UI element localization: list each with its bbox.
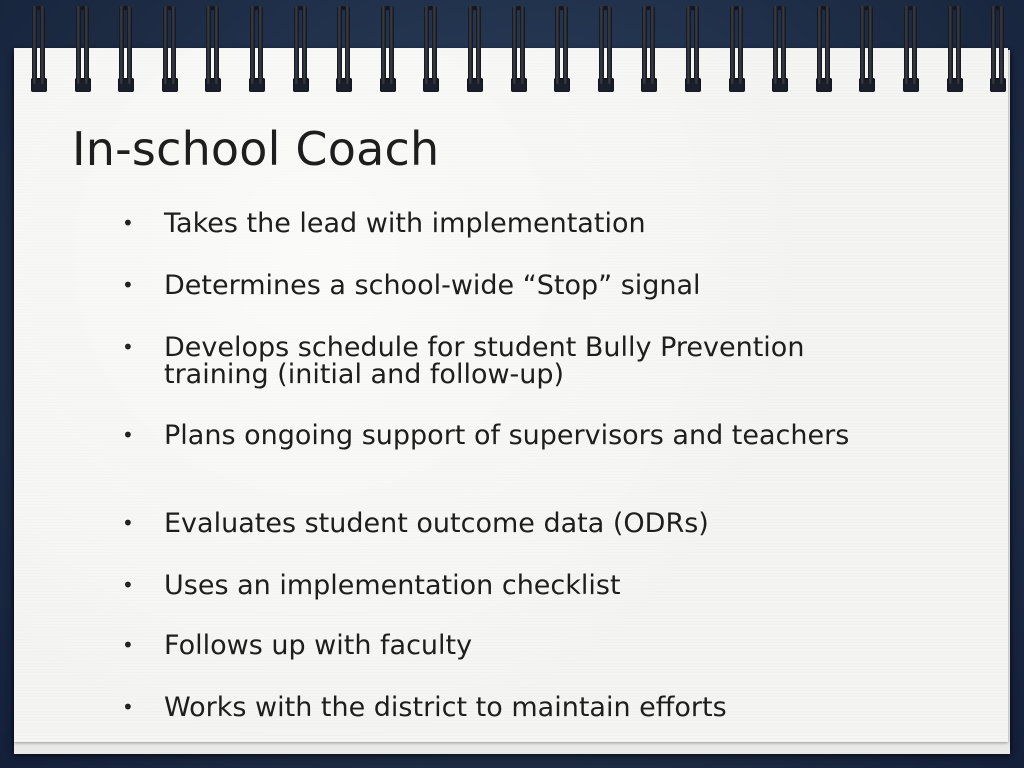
binding-wire bbox=[119, 6, 124, 84]
binding-wire bbox=[381, 6, 386, 84]
binding-wire bbox=[563, 6, 568, 84]
binding-wire bbox=[40, 6, 45, 84]
binding-wire bbox=[948, 6, 953, 84]
binding-wire bbox=[860, 6, 865, 84]
binding-wire bbox=[773, 6, 778, 84]
binding-ring bbox=[553, 6, 571, 92]
bullet-dot: • bbox=[122, 423, 134, 447]
binding-ring bbox=[466, 6, 484, 92]
bullet-dot: • bbox=[122, 633, 134, 657]
binding-wire bbox=[206, 6, 211, 84]
binding-wire bbox=[991, 6, 996, 84]
binding-wire bbox=[163, 6, 168, 84]
binding-ring bbox=[684, 6, 702, 92]
binding-ring bbox=[597, 6, 615, 92]
binding-wire bbox=[912, 6, 917, 84]
spiral-binding-icon bbox=[14, 0, 1008, 100]
binding-wire bbox=[599, 6, 604, 84]
bullet-dot: • bbox=[122, 573, 134, 597]
binding-wire bbox=[424, 6, 429, 84]
bullet-text: Develops schedule for student Bully Prevention training (initial and follow-up) bbox=[164, 332, 805, 390]
bullet-text: Determines a school-wide “Stop” signal bbox=[164, 270, 701, 301]
binding-wire bbox=[868, 6, 873, 84]
binding-wire bbox=[512, 6, 517, 84]
bullet-item bbox=[122, 272, 942, 299]
binding-wire bbox=[468, 6, 473, 84]
binding-wire bbox=[302, 6, 307, 84]
binding-ring bbox=[204, 6, 222, 92]
binding-wire bbox=[904, 6, 909, 84]
binding-ring bbox=[946, 6, 964, 92]
bullet-item bbox=[122, 694, 942, 721]
binding-ring bbox=[771, 6, 789, 92]
binding-wire bbox=[345, 6, 350, 84]
binding-ring bbox=[248, 6, 266, 92]
bullet-dot: • bbox=[122, 511, 134, 535]
bullet-text: Takes the lead with implementation bbox=[164, 208, 646, 239]
binding-ring bbox=[30, 6, 48, 92]
binding-wire bbox=[686, 6, 691, 84]
binding-wire bbox=[258, 6, 263, 84]
binding-ring bbox=[117, 6, 135, 92]
bullet-text: Works with the district to maintain efforts bbox=[164, 692, 727, 723]
binding-ring bbox=[292, 6, 310, 92]
binding-wire bbox=[520, 6, 525, 84]
bullet-dot: • bbox=[122, 335, 134, 359]
binding-wire bbox=[555, 6, 560, 84]
binding-ring bbox=[510, 6, 528, 92]
binding-wire bbox=[738, 6, 743, 84]
bullet-item bbox=[122, 334, 942, 388]
bullet-dot: • bbox=[122, 211, 134, 235]
bullet-dot: • bbox=[122, 273, 134, 297]
binding-wire bbox=[817, 6, 822, 84]
binding-wire bbox=[999, 6, 1004, 84]
binding-wire bbox=[650, 6, 655, 84]
binding-wire bbox=[250, 6, 255, 84]
binding-ring bbox=[161, 6, 179, 92]
binding-wire bbox=[389, 6, 394, 84]
bullet-item bbox=[122, 210, 942, 237]
bullet-item bbox=[122, 422, 942, 449]
binding-wire bbox=[694, 6, 699, 84]
binding-ring bbox=[858, 6, 876, 92]
binding-wire bbox=[642, 6, 647, 84]
binding-wire bbox=[127, 6, 132, 84]
binding-wire bbox=[432, 6, 437, 84]
binding-wire bbox=[607, 6, 612, 84]
binding-wire bbox=[781, 6, 786, 84]
binding-ring bbox=[989, 6, 1007, 92]
binding-ring bbox=[74, 6, 92, 92]
bullet-dot: • bbox=[122, 695, 134, 719]
bullet-text: Follows up with faculty bbox=[164, 630, 473, 661]
binding-ring bbox=[379, 6, 397, 92]
slide-title: In-school Coach bbox=[72, 122, 440, 176]
bullet-item bbox=[122, 632, 942, 659]
bullet-item bbox=[122, 572, 942, 599]
binding-wire bbox=[337, 6, 342, 84]
binding-wire bbox=[956, 6, 961, 84]
binding-wire bbox=[32, 6, 37, 84]
bullet-item bbox=[122, 510, 942, 537]
binding-ring bbox=[815, 6, 833, 92]
bullet-text: Uses an implementation checklist bbox=[164, 570, 621, 601]
binding-wire bbox=[730, 6, 735, 84]
bullet-text: Plans ongoing support of supervisors and teachers bbox=[164, 420, 850, 451]
binding-wire bbox=[76, 6, 81, 84]
bullet-text: Evaluates student outcome data (ODRs) bbox=[164, 508, 709, 539]
binding-wire bbox=[214, 6, 219, 84]
binding-wire bbox=[294, 6, 299, 84]
binding-wire bbox=[84, 6, 89, 84]
binding-ring bbox=[335, 6, 353, 92]
binding-ring bbox=[422, 6, 440, 92]
binding-ring bbox=[640, 6, 658, 92]
binding-ring bbox=[728, 6, 746, 92]
binding-wire bbox=[476, 6, 481, 84]
binding-wire bbox=[171, 6, 176, 84]
binding-ring bbox=[902, 6, 920, 92]
binding-wire bbox=[825, 6, 830, 84]
